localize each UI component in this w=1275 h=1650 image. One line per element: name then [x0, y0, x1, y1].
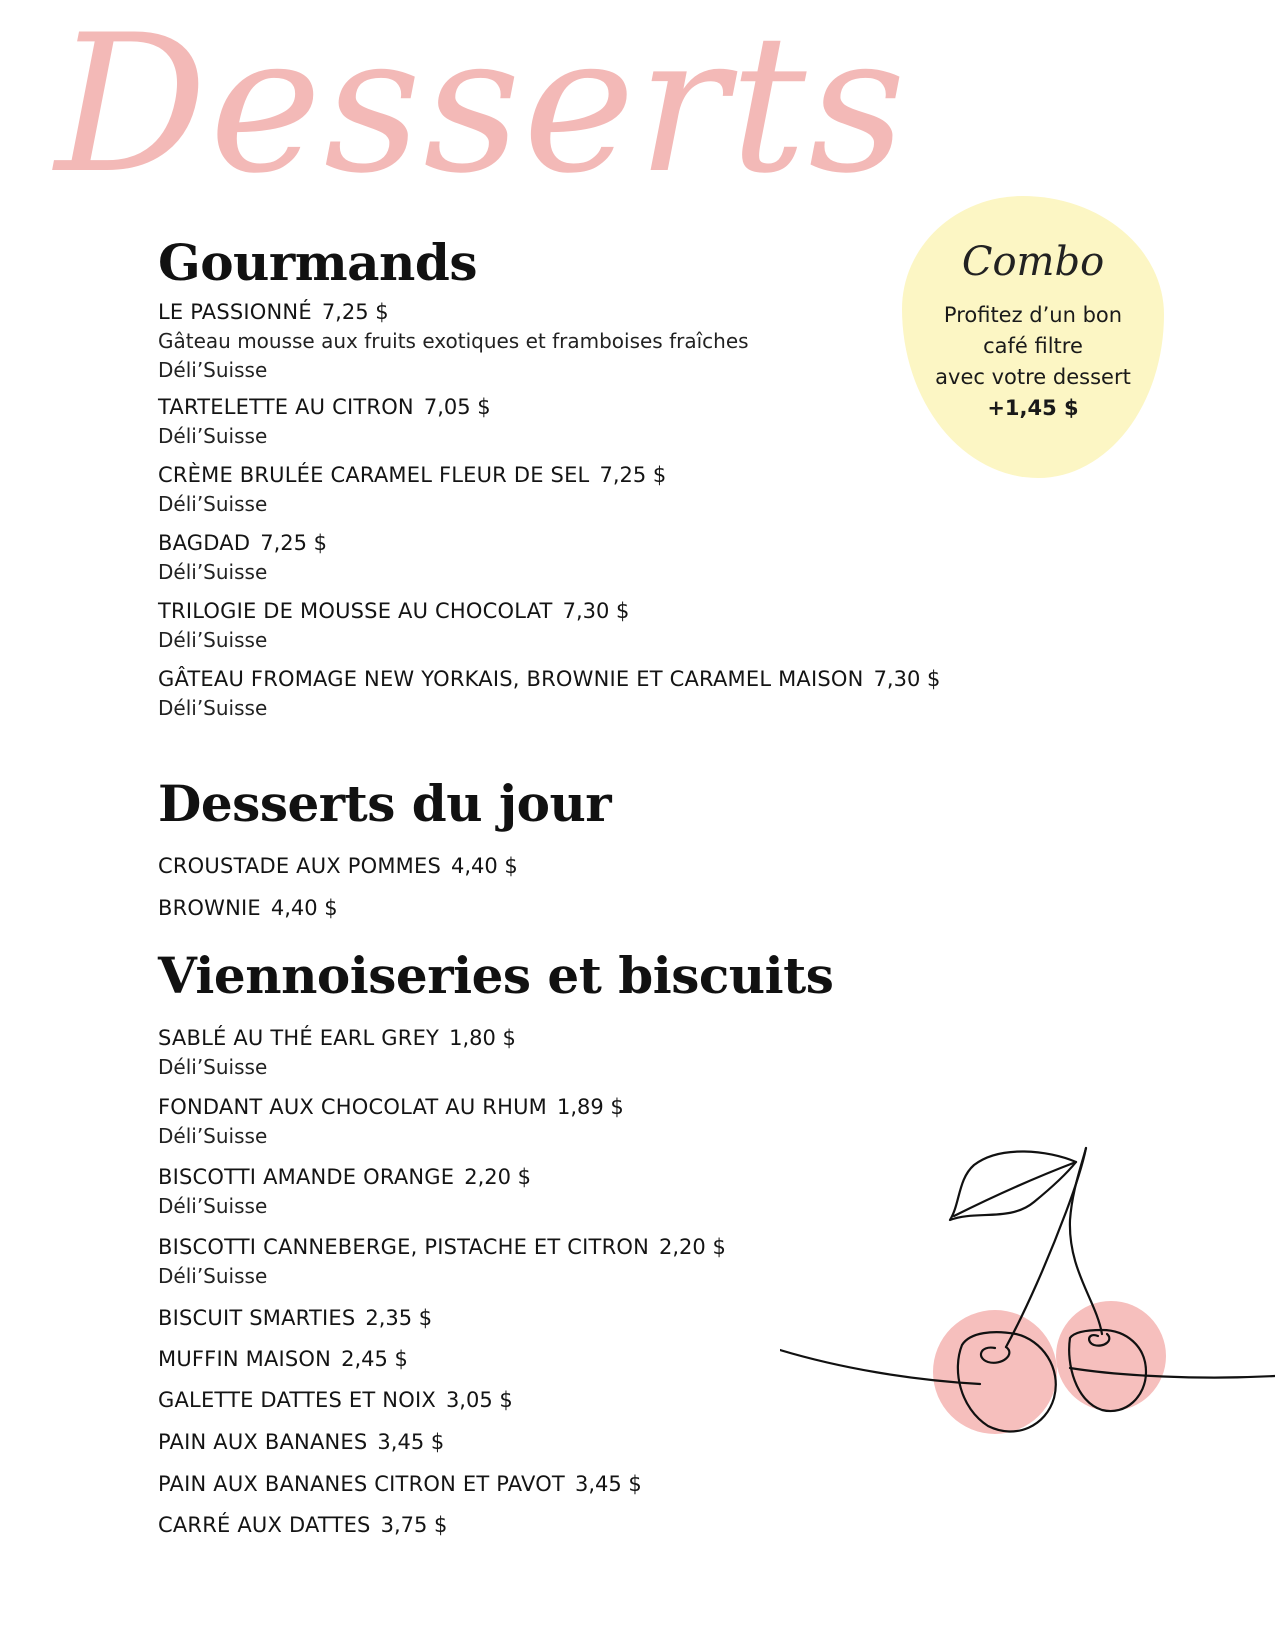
item-source: Déli’Suisse [158, 560, 268, 584]
item-source: Déli’Suisse [158, 1055, 268, 1079]
item-price: 3,45 $ [377, 1430, 445, 1454]
item-price: 2,20 $ [659, 1235, 726, 1259]
combo-title: Combo [961, 239, 1105, 285]
menu-item [158, 1470, 642, 1499]
item-name: TRILOGIE DE MOUSSE AU CHOCOLAT [158, 599, 553, 623]
menu-item [158, 1163, 531, 1221]
item-name: GÂTEAU FROMAGE NEW YORKAIS, BROWNIE ET CARAMEL MAISON [158, 667, 864, 691]
menu-item [158, 1304, 432, 1333]
section-title-desserts-du-jour: Desserts du jour [158, 774, 612, 833]
item-name: BISCOTTI AMANDE ORANGE [158, 1165, 455, 1189]
item-source: Déli’Suisse [158, 1124, 268, 1148]
item-price: 3,45 $ [574, 1472, 642, 1496]
menu-item [158, 1233, 726, 1291]
item-price: 3,75 $ [380, 1513, 448, 1537]
item-name: BISCOTTI CANNEBERGE, PISTACHE ET CITRON [158, 1235, 650, 1259]
item-name: PAIN AUX BANANES [158, 1430, 368, 1454]
item-price: 7,30 $ [562, 599, 630, 623]
item-price: 1,80 $ [449, 1026, 516, 1050]
leaf-vein [954, 1162, 1076, 1216]
menu-item [158, 1093, 624, 1151]
item-source: Déli’Suisse [158, 696, 268, 720]
item-price: 7,30 $ [873, 667, 941, 691]
cherry-blush-right [1056, 1301, 1166, 1411]
section-title-gourmands: Gourmands [158, 233, 478, 292]
item-price: 3,05 $ [445, 1388, 513, 1412]
item-price: 2,20 $ [464, 1165, 532, 1189]
item-price: 4,40 $ [451, 854, 518, 878]
menu-item [158, 852, 518, 881]
item-name: CARRÉ AUX DATTES [158, 1513, 371, 1537]
item-name: FONDANT AUX CHOCOLAT AU RHUM [158, 1095, 547, 1119]
item-name: LE PASSIONNÉ [158, 300, 312, 324]
menu-item [158, 529, 327, 587]
combo-line: avec votre dessert [935, 365, 1131, 389]
menu-item [158, 1386, 513, 1415]
menu-item [158, 894, 338, 923]
item-source: Déli’Suisse [158, 358, 268, 382]
item-price: 7,25 $ [599, 463, 667, 487]
item-name: CRÈME BRULÉE CARAMEL FLEUR DE SEL [158, 463, 590, 487]
combo-line: Profitez d’un bon [943, 303, 1123, 327]
section-title-viennoiseries: Viennoiseries et biscuits [158, 946, 834, 1005]
item-price: 7,05 $ [423, 395, 491, 419]
menu-item [158, 597, 629, 655]
item-source: Déli’Suisse [158, 1264, 268, 1288]
item-price: 7,25 $ [321, 300, 389, 324]
item-name: MUFFIN MAISON [158, 1347, 332, 1371]
combo-text [902, 300, 1164, 424]
combo-badge [902, 196, 1164, 478]
menu-item [158, 1428, 444, 1457]
item-name: GALETTE DATTES ET NOIX [158, 1388, 436, 1412]
menu-item [158, 298, 749, 385]
combo-price: +1,45 $ [987, 396, 1079, 420]
item-price: 2,35 $ [365, 1306, 433, 1330]
item-source: Déli’Suisse [158, 424, 268, 448]
item-name: SABLÉ AU THÉ EARL GREY [158, 1026, 440, 1050]
menu-item [158, 461, 666, 519]
item-name: BROWNIE [158, 896, 261, 920]
item-source: Déli’Suisse [158, 1194, 268, 1218]
item-price: 1,89 $ [556, 1095, 624, 1119]
menu-item [158, 1345, 408, 1374]
item-name: TARTELETTE AU CITRON [158, 395, 414, 419]
page-title: Desserts [55, 0, 908, 215]
menu-item [158, 393, 491, 451]
menu-item [158, 665, 940, 723]
item-price: 4,40 $ [270, 896, 338, 920]
item-price: 2,45 $ [341, 1347, 408, 1371]
cherry-blush-left [933, 1310, 1057, 1434]
menu-item [158, 1024, 516, 1082]
cherries-illustration-icon [780, 1140, 1275, 1440]
item-description: Gâteau mousse aux fruits exotiques et framboises fraîches [158, 329, 749, 353]
item-price: 7,25 $ [260, 531, 328, 555]
item-name: BAGDAD [158, 531, 251, 555]
item-name: BISCUIT SMARTIES [158, 1306, 356, 1330]
combo-line: café filtre [983, 334, 1083, 358]
item-name: PAIN AUX BANANES CITRON ET PAVOT [158, 1472, 565, 1496]
menu-item [158, 1511, 447, 1540]
item-name: CROUSTADE AUX POMMES [158, 854, 441, 878]
item-source: Déli’Suisse [158, 628, 268, 652]
item-source: Déli’Suisse [158, 492, 268, 516]
